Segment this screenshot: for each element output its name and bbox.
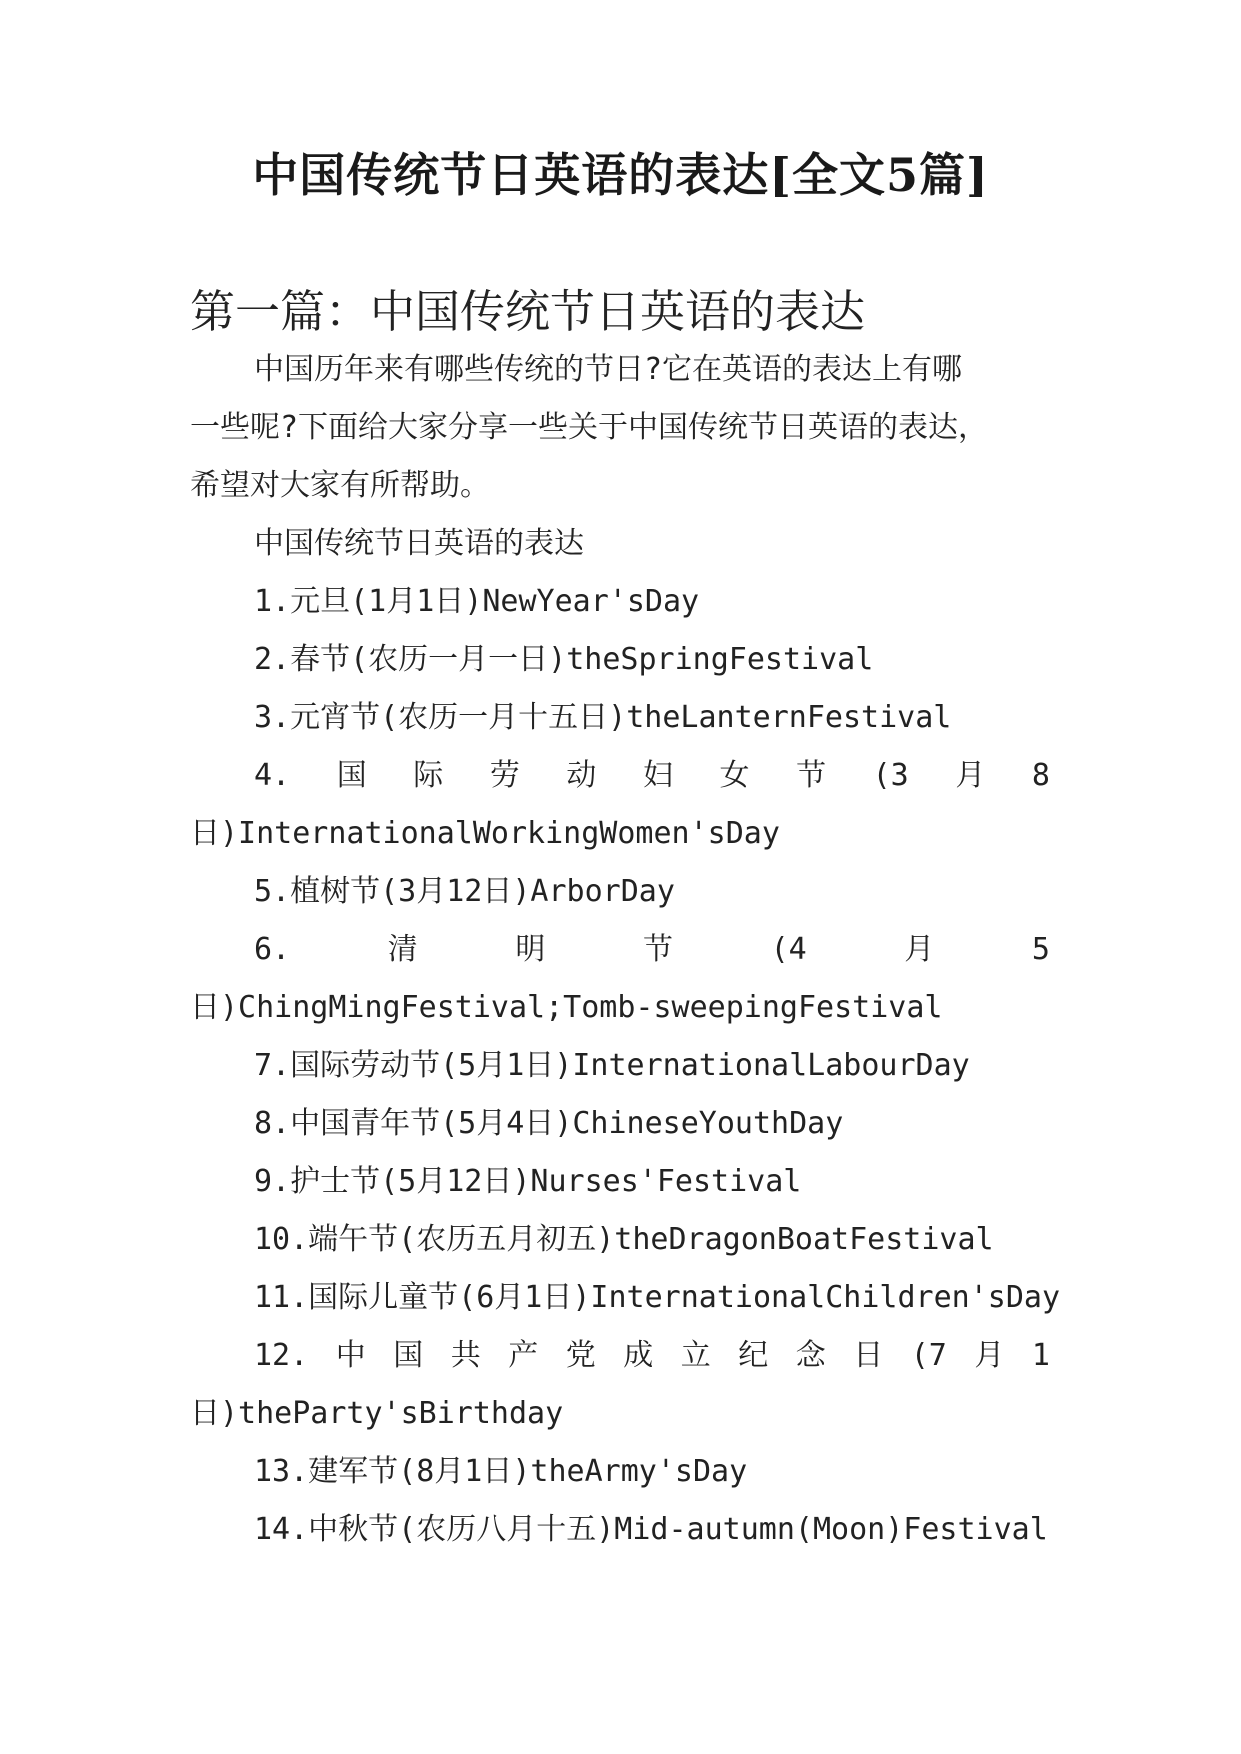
list-item-token: 国	[393, 1338, 424, 1373]
list-item-spread	[190, 747, 1050, 805]
list-item-token: (3	[872, 758, 909, 793]
list-item-token: (4	[770, 932, 807, 967]
list-item-token: 念	[795, 1338, 826, 1373]
list-item-token: 成	[623, 1338, 654, 1373]
list-item: 3.元宵节(农历一月十五日)theLanternFestival	[254, 700, 952, 735]
list-item: 7.国际劳动节(5月1日)InternationalLabourDay	[254, 1048, 970, 1083]
list-item-token: 立	[680, 1338, 711, 1373]
document-title: 中国传统节日英语的表达[全文5篇]	[252, 148, 989, 202]
list-item-token: 产	[508, 1338, 539, 1373]
document-body	[190, 283, 1061, 1559]
list-item: 13.建军节(8月1日)theArmy'sDay	[254, 1454, 748, 1489]
list-item-token: 国	[336, 758, 367, 793]
intro-line: 希望对大家有所帮助。	[190, 468, 490, 503]
intro-line: 一些呢?下面给大家分享一些关于中国传统节日英语的表达，	[190, 410, 989, 445]
list-item-token: 动	[566, 758, 597, 793]
list-item: 11.国际儿童节(6月1日)InternationalChildren'sDay	[254, 1280, 1061, 1315]
section-heading: 第一篇：中国传统节日英语的表达	[190, 285, 866, 338]
list-item-token: 清	[387, 932, 418, 967]
intro-line: 中国历年来有哪些传统的节日?它在英语的表达上有哪	[254, 352, 963, 387]
list-item-token: 共	[450, 1338, 481, 1373]
list-item-token: 月	[904, 932, 935, 967]
list-item-token: 节	[642, 932, 673, 967]
list-item-token: 中	[335, 1338, 366, 1373]
list-item-continuation: 日)ChingMingFestival;Tomb-sweepingFestival	[190, 990, 943, 1025]
list-item-continuation: 日)InternationalWorkingWomen'sDay	[190, 816, 780, 851]
list-item: 9.护士节(5月12日)Nurses'Festival	[254, 1164, 802, 1199]
list-item-token: 劳	[489, 758, 520, 793]
list-item-token: 节	[796, 758, 827, 793]
list-item-token: 纪	[738, 1338, 769, 1373]
list-item-continuation: 日)theParty'sBirthday	[190, 1396, 564, 1431]
list-item-token: 际	[413, 758, 444, 793]
list-item-token: 5	[1031, 932, 1050, 967]
list-item-token: 1	[1031, 1338, 1050, 1373]
list-item: 14.中秋节(农历八月十五)Mid-autumn(Moon)Festival	[254, 1512, 1048, 1547]
list-item-token: 12.	[254, 1338, 309, 1373]
list-item-token: 女	[719, 758, 750, 793]
list-item-token: 日	[853, 1338, 884, 1373]
list-item-token: 妇	[642, 758, 673, 793]
list-item: 10.端午节(农历五月初五)theDragonBoatFestival	[254, 1222, 994, 1257]
list-item-spread	[190, 921, 1050, 979]
list-item-token: 明	[515, 932, 546, 967]
list-item: 8.中国青年节(5月4日)ChineseYouthDay	[254, 1106, 844, 1141]
list-item: 1.元旦(1月1日)NewYear'sDay	[254, 584, 700, 619]
list-item-token: 4.	[254, 758, 291, 793]
list-item-token: 月	[974, 1338, 1005, 1373]
list-item: 5.植树节(3月12日)ArborDay	[254, 874, 675, 909]
list-item-token: 6.	[254, 932, 291, 967]
list-item-token: 月	[955, 758, 986, 793]
list-item-token: 8	[1031, 758, 1050, 793]
list-item-token: 党	[565, 1338, 596, 1373]
list-item-spread	[190, 1327, 1050, 1385]
list-item: 2.春节(农历一月一日)theSpringFestival	[254, 642, 874, 677]
list-item-token: (7	[910, 1338, 947, 1373]
list-heading: 中国传统节日英语的表达	[254, 526, 584, 561]
